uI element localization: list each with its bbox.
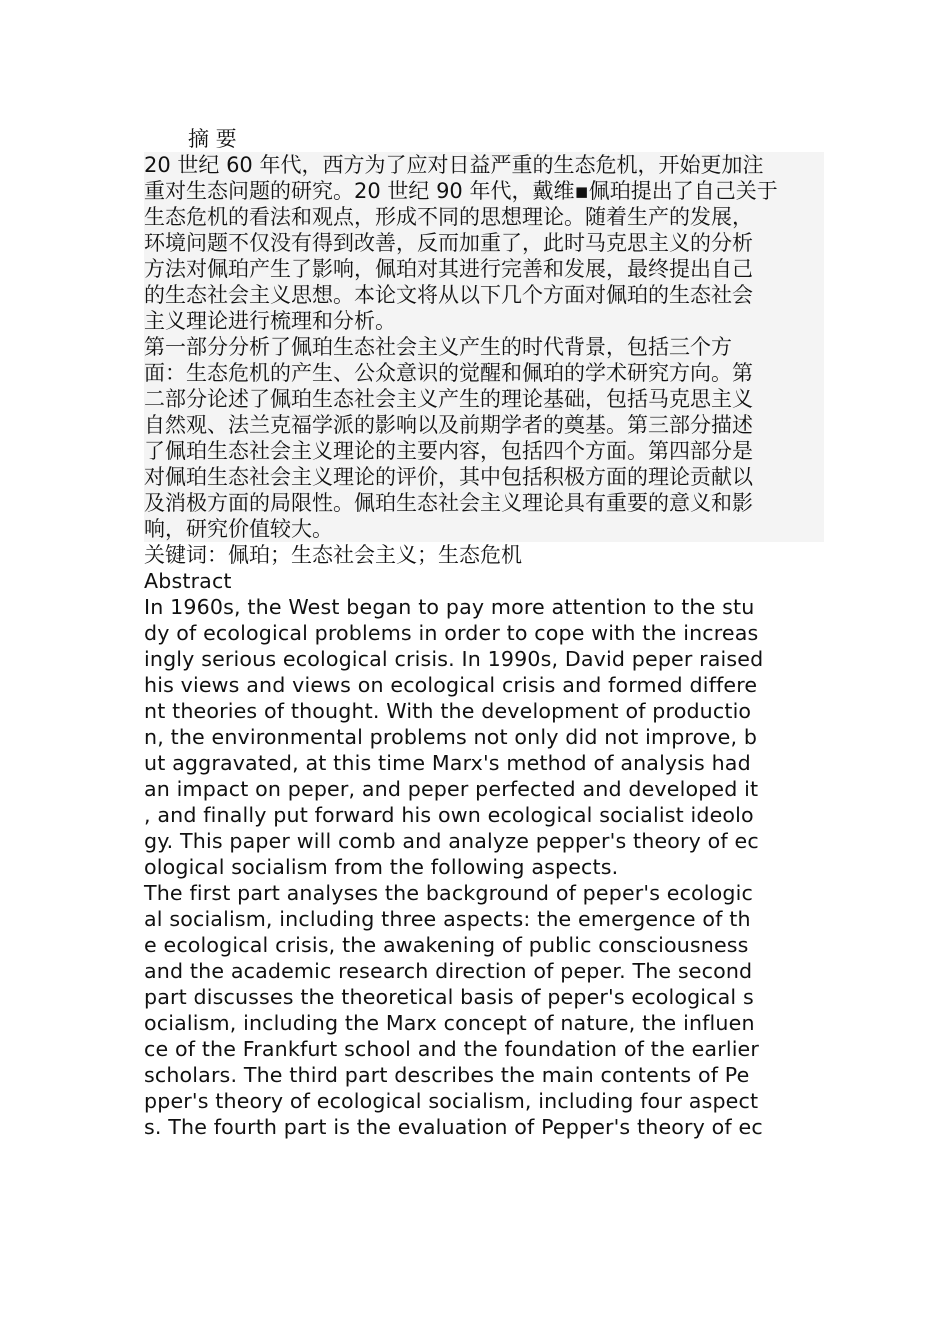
text-line: 响，研究价值较大。 [144, 516, 824, 542]
text-line: 二部分论述了佩珀生态社会主义产生的理论基础，包括马克思主义 [144, 386, 824, 412]
text-line: dy of ecological problems in order to cope with the increas [144, 621, 759, 645]
text-line: n, the environmental problems not only did not improve, b [144, 725, 758, 749]
text-line: part discusses the theoretical basis of peper's ecological s [144, 985, 754, 1009]
abstract-en-title: Abstract [144, 569, 232, 593]
text-line: 及消极方面的局限性。佩珀生态社会主义理论具有重要的意义和影 [144, 490, 824, 516]
document-page [144, 126, 824, 1140]
text-line: In 1960s, the West began to pay more attention to the stu [144, 595, 755, 619]
keywords-zh: 关键词：佩珀；生态社会主义；生态危机 [144, 543, 522, 567]
text-line: gy. This paper will comb and analyze pepper's theory of ec [144, 829, 759, 853]
text-line: 20 世纪 60 年代，西方为了应对日益严重的生态危机，开始更加注 [144, 152, 824, 178]
text-line: ingly serious ecological crisis. In 1990s, David peper raised [144, 647, 764, 671]
text-line: nt theories of thought. With the development of productio [144, 699, 752, 723]
text-line: pper's theory of ecological socialism, including four aspect [144, 1089, 759, 1113]
text-line: 对佩珀生态社会主义理论的评价，其中包括积极方面的理论贡献以 [144, 464, 824, 490]
text-line: s. The fourth part is the evaluation of Pepper's theory of ec [144, 1115, 763, 1139]
text-line: 生态危机的看法和观点，形成不同的思想理论。随着生产的发展， [144, 204, 824, 230]
abstract-zh-paragraph-2 [144, 334, 824, 542]
text-line: 方法对佩珀产生了影响，佩珀对其进行完善和发展，最终提出自己 [144, 256, 824, 282]
text-line: 面：生态危机的产生、公众意识的觉醒和佩珀的学术研究方向。第 [144, 360, 824, 386]
text-line: 环境问题不仅没有得到改善，反而加重了，此时马克思主义的分析 [144, 230, 824, 256]
text-line: , and finally put forward his own ecological socialist ideolo [144, 803, 754, 827]
text-line: al socialism, including three aspects: the emergence of th [144, 907, 751, 931]
text-line: ce of the Frankfurt school and the foundation of the earlier [144, 1037, 759, 1061]
abstract-zh-paragraph-1 [144, 152, 824, 334]
text-line: The first part analyses the background of peper's ecologic [144, 881, 753, 905]
text-line: 自然观、法兰克福学派的影响以及前期学者的奠基。第三部分描述 [144, 412, 824, 438]
text-line: his views and views on ecological crisis and formed differe [144, 673, 758, 697]
text-line: 第一部分分析了佩珀生态社会主义产生的时代背景，包括三个方 [144, 334, 824, 360]
abstract-en-paragraph-2 [144, 880, 824, 1140]
text-line: ological socialism from the following aspects. [144, 855, 619, 879]
text-line: an impact on peper, and peper perfected and developed it [144, 777, 759, 801]
text-line: 的生态社会主义思想。本论文将从以下几个方面对佩珀的生态社会 [144, 282, 824, 308]
text-line: and the academic research direction of peper. The second [144, 959, 753, 983]
text-line: 主义理论进行梳理和分析。 [144, 308, 824, 334]
text-line: 重对生态问题的研究。20 世纪 90 年代，戴维▪佩珀提出了自己关于 [144, 178, 824, 204]
text-line: ut aggravated, at this time Marx's method of analysis had [144, 751, 751, 775]
text-line: 了佩珀生态社会主义理论的主要内容，包括四个方面。第四部分是 [144, 438, 824, 464]
text-line: e ecological crisis, the awakening of public consciousness [144, 933, 749, 957]
text-line: scholars. The third part describes the main contents of Pe [144, 1063, 750, 1087]
text-line: ocialism, including the Marx concept of nature, the influen [144, 1011, 755, 1035]
abstract-zh-title: 摘 要 [188, 127, 237, 151]
abstract-en-paragraph-1 [144, 594, 824, 880]
